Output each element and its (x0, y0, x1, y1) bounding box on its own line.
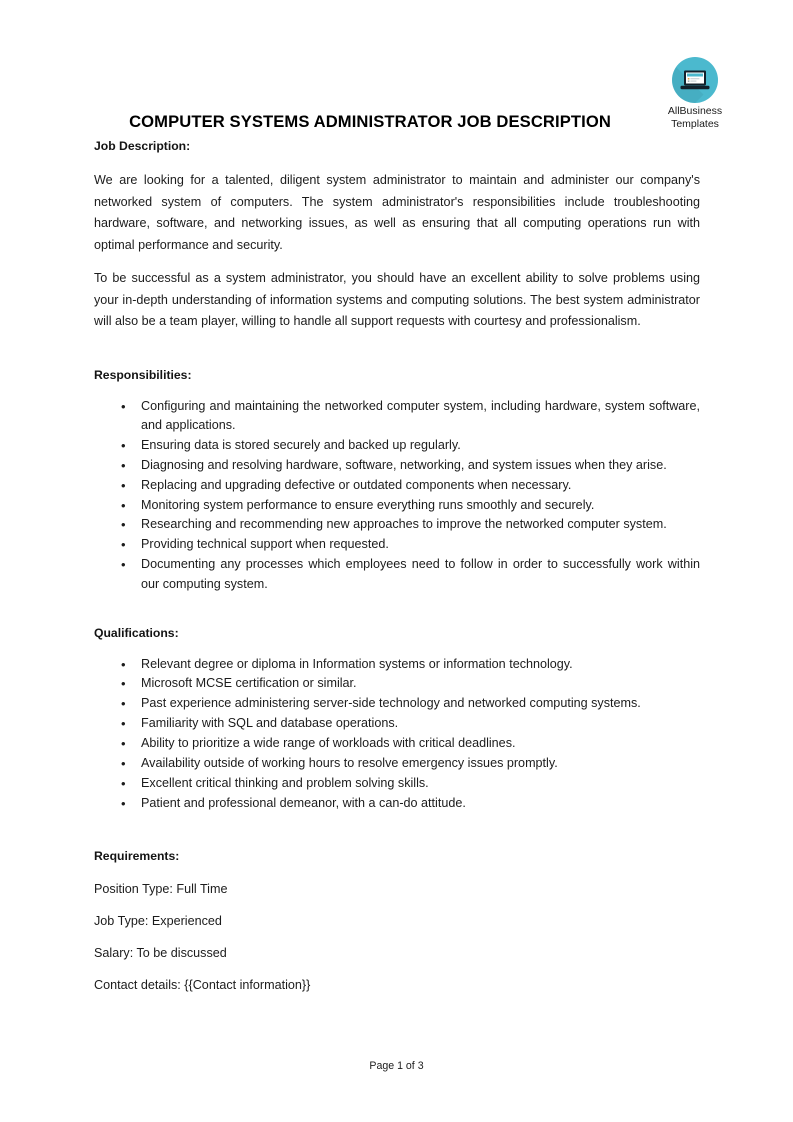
allbusiness-templates-logo (651, 57, 739, 130)
bullet-icon: • (121, 696, 126, 712)
page-footer (0, 1060, 793, 1072)
list-item (94, 655, 700, 674)
bullet-icon: • (121, 457, 126, 473)
list-item-label: Providing technical support when requested. (141, 537, 389, 552)
list-item-label: Ensuring data is stored securely and backed up regularly. (141, 437, 461, 452)
list-item (94, 397, 700, 436)
bullet-icon: • (121, 656, 126, 672)
bullet-icon: • (121, 716, 126, 732)
list-item-label: Patient and professional demeanor, with a can-do attitude. (141, 795, 466, 810)
section-label-job-description: Job Description: (94, 139, 191, 153)
list-item-label: Microsoft MCSE certification or similar. (141, 676, 357, 691)
section-label-requirements: Requirements: (94, 848, 180, 863)
section-label-qualifications: Qualifications: (94, 625, 179, 640)
list-item (94, 754, 700, 773)
list-item (94, 694, 700, 713)
list-item-label: Relevant degree or diploma in Information systems or information technology. (141, 656, 573, 671)
bullet-icon: • (121, 537, 126, 553)
bullet-icon: • (121, 557, 126, 573)
responsibilities-list (94, 397, 700, 595)
bullet-icon: • (121, 736, 126, 752)
list-item-label: Monitoring system performance to ensure everything runs smoothly and securely. (141, 497, 595, 512)
bullet-icon: • (121, 437, 126, 453)
job-description-paragraph-2: To be successful as a system administrator, you should have an excellent ability to solve problems using your in-depth understanding of information systems and computing solutions. The best system administrator will also be a team player, willing to handle all support requests with courtesy and professionalism. (94, 271, 700, 328)
page-title: COMPUTER SYSTEMS ADMINISTRATOR JOB DESCRIPTION (129, 112, 611, 131)
logo-text (651, 105, 739, 130)
page-indicator: Page 1 of 3 (369, 1060, 424, 1072)
job-description-paragraph-1: We are looking for a talented, diligent system administrator to maintain and administer our company's networked system of computers. The system administrator's responsibilities include troubleshooting hardware, software, and networking issues, as well as ensuring that all computing operations run with optimal performance and security. (94, 173, 700, 252)
list-item-label: Excellent critical thinking and problem solving skills. (141, 776, 429, 790)
list-item-label: Documenting any processes which employees need to follow in order to successfully work within our computing system. (141, 557, 700, 591)
requirement-position-type: Position Type: Full Time (94, 881, 228, 896)
bullet-icon: • (121, 398, 126, 414)
qualifications-list (94, 655, 700, 814)
bullet-icon: • (121, 756, 126, 772)
bullet-icon: • (121, 676, 126, 692)
bullet-icon: • (121, 776, 126, 791)
bullet-icon: • (121, 517, 126, 533)
bullet-icon: • (121, 477, 126, 493)
laptop-icon (672, 57, 718, 103)
list-item (94, 674, 700, 693)
list-item (94, 555, 700, 594)
list-item-label: Diagnosing and resolving hardware, software, networking, and system issues when they arise. (141, 457, 667, 472)
list-item-label: Researching and recommending new approaches to improve the networked computer system. (141, 517, 667, 532)
list-item-label: Past experience administering server-side technology and networked computing systems. (141, 696, 641, 711)
requirement-salary: Salary: To be discussed (94, 945, 227, 960)
list-item-label: Availability outside of working hours to resolve emergency issues promptly. (141, 756, 558, 771)
requirement-job-type: Job Type: Experienced (94, 913, 222, 928)
list-item (94, 456, 700, 475)
list-item (94, 515, 700, 534)
logo-text-line1: AllBusiness (667, 105, 723, 117)
list-item (94, 774, 700, 793)
list-item (94, 535, 700, 554)
bullet-icon: • (121, 795, 126, 811)
logo-text-line2: Templates (671, 117, 719, 130)
document-body (94, 138, 700, 994)
list-item-label: Replacing and upgrading defective or outdated components when necessary. (141, 477, 572, 492)
list-item (94, 794, 700, 813)
section-label-responsibilities: Responsibilities: (94, 367, 192, 382)
list-item (94, 476, 700, 495)
list-item (94, 436, 700, 455)
list-item-label: Configuring and maintaining the networked computer system, including hardware, system software, and applications. (141, 398, 700, 432)
list-item (94, 714, 700, 733)
list-item (94, 734, 700, 753)
list-item-label: Familiarity with SQL and database operations. (141, 716, 399, 731)
bullet-icon: • (121, 497, 126, 513)
list-item (94, 496, 700, 515)
requirement-contact-details: Contact details: {{Contact information}} (94, 977, 311, 992)
list-item-label: Ability to prioritize a wide range of workloads with critical deadlines. (141, 736, 516, 751)
